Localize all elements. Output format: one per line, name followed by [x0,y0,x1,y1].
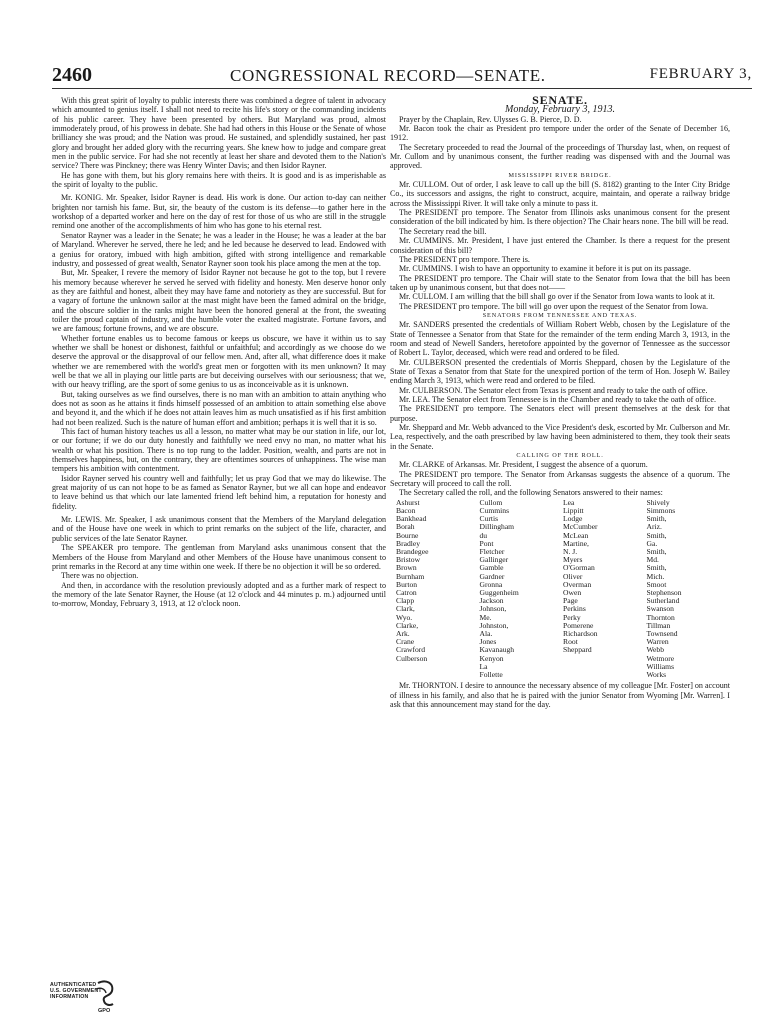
closing-proceedings [390,681,730,709]
paragraph: The PRESIDENT pro tempore. There is. [399,254,530,264]
paragraph: The PRESIDENT pro tempore. The Senator from Arkansas suggests the absence of a quorum. The Secretary will proceed to call the roll. [390,469,730,489]
senator-name: Smoot [646,579,667,589]
roll-column [480,499,564,679]
senator-name: Page [563,596,578,606]
senator-name: Bradley [396,538,421,548]
paragraph: Mr. CULBERSON presented the credentials of Morris Sheppard, chosen by the Legislature of the State of Texas a Senator from that State for the unexpired portion of the term of Hon. Joseph W. Bailey ending March 3, 1913, which were read and ordered to be filed. [390,357,730,386]
senator-name: Swanson [646,604,674,614]
senator-name: Smith, Ga. [646,530,667,548]
paragraph: The PRESIDENT pro tempore. The Senators elect will present themselves at the desk for that purpose. [390,404,730,423]
paragraph: The Secretary proceeded to read the Journal of the proceedings of Thursday last, when, on request of Mr. Cullom and by unanimous consent, the further reading was dispensed with and the Journal was approved. [390,142,730,171]
senator-name: Jones [479,637,497,647]
senator-name: Crawford [396,645,426,655]
senator-name: Warren [646,637,669,647]
senator-name: McLean [563,530,589,540]
senator-name: Culberson [396,653,428,663]
senator-name: Curtis [479,514,499,524]
paragraph: This fact of human history teaches us all a lesson, no matter what may be our station in life, our lot, or our fortune; if we do our duty honestly and faithfully we need envy no man, no matter what his wealth or what his position. There is no top rung to the ladder. Position, wealth, and parts are not in themselves happiness, but, on the contrary, they are oftentimes sources of unhappiness. The wise man tempers his ambition with contentment. [52,427,386,474]
senator-name: Overman [563,579,592,589]
senator-name: Clarke, Ark. [396,620,419,639]
paragraph: Mr. LEWIS. Mr. Speaker, I ask unanimous consent that the Members of the Maryland delegation and of the House have one week in which to print remarks on the subject of the life, character, and public services of the late Senator Rayner. [52,515,386,543]
senator-name: Wetmore [646,653,675,663]
paragraph: Mr. LEA. The Senator elect from Tennessee is in the Chamber and ready to take the oath of office. [399,395,716,404]
senator-name: Fletcher [479,547,505,556]
opening-proceedings [390,115,730,171]
senator-name: La Follette [479,661,503,680]
senator-name: Sutherland [646,596,680,606]
session-date: Monday, February 3, 1913. [505,104,615,116]
paragraph: Mr. KONIG. Mr. Speaker, Isidor Rayner is dead. His work is done. Our action to-day can neither brighten nor tarnish his fame. But, sir, the beauty of the custom is its defense—to gather here in the workshop of a departed worker and here on the day of rest for those of us who are still in the struggle remind one another of the accomplishments of him who has gone to his eternal rest. [52,193,386,231]
senator-name: Crane [396,637,415,647]
senator-name: Oliver [563,571,583,581]
senator-name: Richardson [563,629,598,639]
roll-call-list [396,499,730,679]
senator-name: Bristow [396,555,421,565]
senator-name: Gronna [479,579,503,589]
senator-name: Smith, Mich. [646,563,667,581]
paragraph: With this great spirit of loyalty to public interests there was combined a degree of talent in advocacy which amounted to genius itself. I shall not need to recite his life's story or the commanding incidents of his public career. They have been presented by others. But Maryland was proud, almost immoderately proud, of his prowess in debate. She had had others in this House or the Senate of whose brilliancy she was proud; and the Nation was proud. He sustained, and splendidly sustained, her past glory and brought her added glory with the recurring years. She knew how to judge and compare great men in the public service. For had she not recently at least her share and devoted them to the Nation's service? There was Pinckney; there was Henry Winter Davis; and then Isidor Rayner. [52,96,386,171]
senator-name: Root [563,637,578,647]
senator-name: Johnson, Me. [479,604,507,622]
senator-name: du Pont [479,530,494,548]
paragraph: But, taking ourselves as we find ourselves, there is no man with an ambition to attain anything who does not as soon as he attains it finds himself possessed of an ambition to attain something else above and beyond it, and the which if he does not attain leaves him as much unsatisfied as if his first ambition had not been realized. Such is the nature of human effort and ambition; perhaps it is well that it is so. [52,389,386,427]
senator-name: Williams [646,661,675,671]
senator-name: Shively [646,497,670,507]
senator-name: Webb [646,645,665,655]
subheading-roll: CALLING OF THE ROLL. [516,452,604,460]
senator-name: Cummins [479,505,510,515]
senator-name: Burnham [396,571,425,581]
paragraph: Mr. Sheppard and Mr. Webb advanced to the Vice President's desk, escorted by Mr. Culberson and Mr. Lea, respectively, and the oath prescribed by law having been administered to them, they took their seats in the Senate. [390,423,730,451]
left-column [52,96,386,609]
paragraph: Prayer by the Chaplain, Rev. Ulysses G. B. Pierce, D. D. [399,114,582,124]
senator-name: Burton [396,579,418,589]
senator-name: Gallinger [479,555,509,565]
paragraph: The PRESIDENT pro tempore. The Senator from Illinois asks unanimous consent for the present consideration of the bill indicated by him. Is there objection? The Chair hears none. The bill will be read. [390,208,730,227]
senator-name: Bankhead [396,514,427,524]
authentication-seal [50,981,120,1015]
senator-name: Kavanaugh [479,645,515,655]
senator-name: Stephenson [646,588,682,598]
senator-name: Clark, Wyo. [396,604,415,622]
paragraph: Mr. CULLOM. Out of order, I ask leave to call up the bill (S. 8182) granting to the Inter City Bridge Co., its successors and assigns, the right to construct, acquire, maintain, and operate a railway bridge across the Mississippi River. It will take only a minute to pass it. [390,180,730,208]
page-number: 2460 [52,64,92,86]
senator-name: Lippitt [563,505,584,515]
senator-name: Dillingham [479,522,515,532]
senator-name: Tillman [646,620,671,630]
right-column [390,93,730,709]
header-rule [52,88,752,89]
senator-name: McCumber [563,522,598,532]
paragraph: Senator Rayner was a leader in the Senate; he was a leader in the House; he was a leader at the bar of Maryland. Wherever he served, there he led; and he led because he deserved to lead. Endowed with a genius for oratory, imbued with high ambition, gifted with strong intelligence and remarkable industry, and possessed of great wealth, Senator Rayner soon took his place among the men at the top. [52,230,386,268]
senator-name: Bourne [396,530,419,540]
paragraph: Mr. SANDERS presented the credentials of William Robert Webb, chosen by the Legislature of the State of Tennessee a Senator from that State for the remainder of the term ending March 3, 1913, in the room and stead of Newell Sanders, heretofore appointed by the governor of Tennessee as the successor of Robert L. Taylor, deceased, which were read and ordered to be filed. [390,320,730,358]
senator-name: Lodge [563,514,583,524]
senator-name: Bacon [396,505,416,515]
paragraph: Whether fortune enables us to become famous or keeps us obscure, we have it within us to say whether we shall be honest or dishonest, faithful or unfaithful; and accordingly as we choose do we deserve the approval or the disapproval of our fellow men. And, after all, what difference does it make whether we are remembered with the world's great men or forgotten with its men unknown? It may well be that we all in playing our little parts are but deceiving ourselves with our seriousness; that we, with our heavy trifling, are the sport of some genius to us as inconceivable as it is unknown. [52,333,386,390]
page-header [52,64,752,88]
senator-name: Sheppard [563,645,592,655]
senator-name: Simmons [646,505,676,515]
paragraph: Mr. Bacon took the chair as President pro tempore under the order of the Senate of December 16, 1912. [390,124,730,143]
senator-name: Catron [396,588,417,598]
senate-heading: SENATE. [532,93,588,107]
paragraph: He has gone with them, but his glory remains here with theirs. It is good and is as imperishable as the spirit of loyalty to the public. [52,170,386,190]
paragraph: The Secretary called the roll, and the following Senators answered to their names: [399,488,663,498]
senator-name: Smith, Md. [646,547,667,565]
paragraph: Mr. THORNTON. I desire to announce the necessary absence of my colleague [Mr. Foster] on account of illness in his family, and also that he is paired with the junior Senator from Wyoming [Mr. Warren]. I ask that this announcement may stand for the day. [390,681,730,709]
senator-name: Jackson [479,596,504,606]
senator-name: Ashurst [396,497,420,507]
senator-name: Clapp [396,596,415,606]
paragraph: Mr. CUMMINS. I wish to have an opportunity to examine it before it is put on its passage. [399,264,691,274]
senator-name: Cullom [479,497,503,507]
paragraph: Isidor Rayner served his country well and faithfully; let us pray God that we may do likewise. The great majority of us can not hope to be as famed as Senator Rayner, but we all can hope and endeavor to leave behind us that which our late lamented friend left behind him, a reputation for honesty and fidelity. [52,473,386,511]
senator-name: Johnston, Ala. [479,620,509,639]
senator-name: Townsend [646,629,678,639]
bridge-proceedings [390,180,730,311]
senator-name: Smith, Ariz. [646,514,667,532]
senator-name: O'Gorman [563,563,595,573]
paragraph: Mr. CULLOM. I am willing that the bill shall go over if the Senator from Iowa wants to look at it. [399,292,715,302]
paragraph: Mr. CULBERSON. The Senator elect from Texas is present and ready to take the oath of office. [399,385,708,395]
senator-name: Brown [396,563,417,573]
senator-name: Perkins [563,604,586,614]
paragraph: Mr. CUMMINS. Mr. President, I have just entered the Chamber. Is there a request for the present consideration of this bill? [390,236,730,255]
gpo-label: GPO [98,1008,111,1014]
senator-name: Kenyon [479,653,504,663]
senator-name: Gamble [479,563,504,573]
roll-proceedings [390,460,730,497]
senator-name: Myers [563,555,583,565]
senator-name: Pomerene [563,620,594,630]
paragraph: The PRESIDENT pro tempore. The Chair will state to the Senator from Iowa that the bill has been taken up by unanimous consent, but that does not—— [390,273,730,292]
eagle-icon [94,979,116,1009]
publication-title: CONGRESSIONAL RECORD—SENATE. [230,66,546,85]
paragraph: The PRESIDENT pro tempore. The bill will go over upon the request of the Senator from Iowa. [399,301,708,311]
senator-name: Thornton [646,612,675,622]
senator-name: Borah [396,522,415,532]
senator-name: Lea [563,497,575,507]
senator-name: Works [646,670,667,680]
senator-name: Martine, N. J. [563,538,589,556]
roll-column [647,499,731,679]
header-date: FEBRUARY 3, [649,66,752,82]
roll-column [396,499,480,679]
subheading-senators: SENATORS FROM TENNESSEE AND TEXAS. [482,311,638,319]
senator-name: Gardner [479,571,505,581]
paragraph: The Secretary read the bill. [399,226,487,236]
senators-proceedings [390,320,730,451]
paragraph: The SPEAKER pro tempore. The gentleman from Maryland asks unanimous consent that the Members of the House from Maryland and other Members of the House have unanimous consent to print remarks in the Record at any time within one week. If there be no objection it will be so ordered. [52,543,386,571]
paragraph: Mr. CLARKE of Arkansas. Mr. President, I suggest the absence of a quorum. [399,460,648,470]
senator-name: Owen [563,588,582,598]
senator-name: Brandegee [396,547,429,556]
paragraph: But, Mr. Speaker, I revere the memory of Isidor Rayner not because he got to the top, but I revere his memory because wherever he served he served with fidelity and honesty. Men deserve honor only as they are faithful and honest, albeit they may have fame and notoriety as they are successful. But for a vagary of fortune the unknown sailor at the mast might have been the famed admiral on the bridge, and the obscure soldier in the ranks might have been the honored general at the front, the sweating toiler the proud captain of industry, and the humble voter the exalted magistrate. Fortune favors, and we are famous; fortune frowns, and we are obscure. [52,268,386,334]
paragraph: And then, in accordance with the resolution previously adopted and as a further mark of respect to the memory of the late Senator Rayner, the House (at 12 o'clock and 44 minutes p. m.) adjourned until to-morrow, Monday, February 3, 1913, at 12 o'clock noon. [52,580,386,609]
senator-name: Perky [563,612,581,622]
subheading-bridge: MISSISSIPPI RIVER BRIDGE. [508,171,612,179]
roll-column [563,499,647,679]
paragraph: There was no objection. [61,571,139,581]
authentication-text: AUTHENTICATED U.S. GOVERNMENT INFORMATION [50,982,102,1000]
senator-name: Guggenheim [479,588,519,598]
